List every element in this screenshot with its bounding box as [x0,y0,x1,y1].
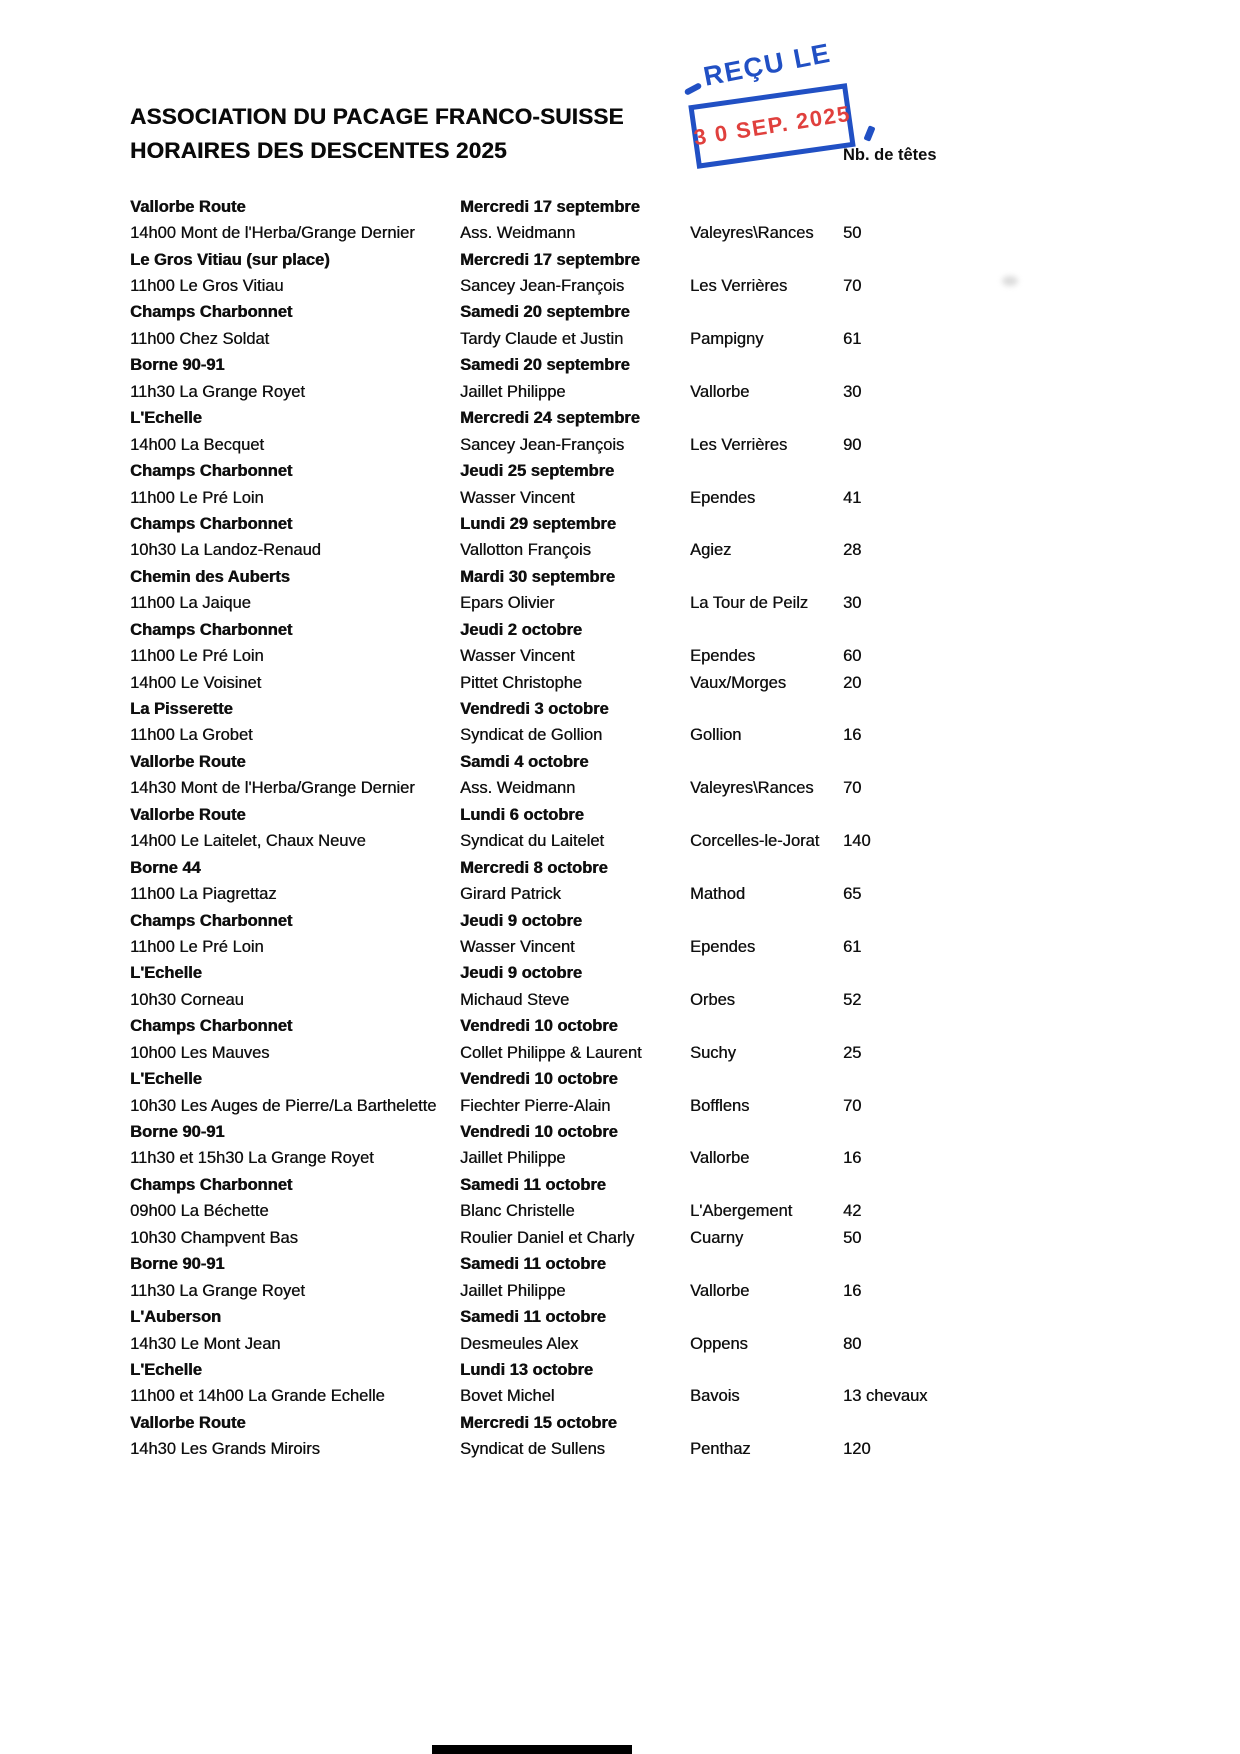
row-date: Jeudi 2 octobre [460,620,582,639]
stamp-date: 3 0 SEP. 2025 [691,100,853,151]
schedule-entry [130,220,1120,246]
row-heads: 16 [843,1149,862,1168]
schedule-group-header [130,1252,1120,1278]
schedule-group-header [130,247,1120,273]
schedule-entry [130,1040,1120,1066]
row-contact: Fiechter Pierre-Alain [460,1096,611,1115]
schedule-entry [130,485,1120,511]
row-destination: Les Verrières [690,277,788,296]
schedule-entry [130,934,1120,960]
schedule-entry [130,1384,1120,1410]
row-location: Champs Charbonnet [130,911,293,930]
schedule-entry [130,1278,1120,1304]
row-heads: 16 [843,1281,862,1300]
row-location: Champs Charbonnet [130,462,293,481]
row-contact: Vallotton François [460,541,591,560]
row-date: Vendredi 10 octobre [460,1123,618,1142]
row-destination: Bofflens [690,1096,750,1115]
stamp-ink-mark-left [684,82,703,96]
row-location: Vallorbe Route [130,197,246,216]
row-location: L'Echelle [130,1070,202,1089]
row-location: L'Echelle [130,964,202,983]
row-destination: Agiez [690,541,732,560]
row-time-place: 11h00 Le Pré Loin [130,647,264,666]
row-heads: 60 [843,647,862,666]
row-destination: Orbes [690,990,735,1009]
row-heads: 140 [843,832,871,851]
row-heads: 52 [843,990,862,1009]
row-date: Vendredi 10 octobre [460,1070,618,1089]
schedule-entry [130,670,1120,696]
row-destination: Vallorbe [690,1149,750,1168]
row-contact: Epars Olivier [460,594,555,613]
stamp-ink-mark-right [863,125,875,142]
schedule-entry [130,1331,1120,1357]
schedule-group-header [130,511,1120,537]
row-location: L'Auberson [130,1308,222,1327]
row-contact: Jaillet Philippe [460,1281,566,1300]
row-time-place: 11h00 Le Pré Loin [130,488,264,507]
row-date: Mardi 30 septembre [460,567,615,586]
stamp-box [688,83,855,169]
row-time-place: 11h00 Le Gros Vitiau [130,277,284,296]
row-destination: Gollion [690,726,742,745]
schedule-entry [130,643,1120,669]
row-location: Vallorbe Route [130,805,246,824]
heads-column-label: Nb. de têtes [843,146,937,164]
schedule-entry [130,432,1120,458]
row-destination: Vallorbe [690,1281,750,1300]
schedule-entry [130,591,1120,617]
schedule-entry [130,273,1120,299]
schedule-group-header [130,1172,1120,1198]
schedule-group-header [130,696,1120,722]
row-date: Lundi 13 octobre [460,1360,593,1379]
schedule-group-header [130,1357,1120,1383]
row-heads: 50 [843,1228,862,1247]
schedule-group-header [130,194,1120,220]
schedule-entry [130,723,1120,749]
schedule-entry [130,987,1120,1013]
row-contact: Syndicat de Gollion [460,726,603,745]
row-date: Jeudi 25 septembre [460,462,615,481]
schedule-entry [130,1225,1120,1251]
row-heads: 61 [843,329,862,348]
row-contact: Pittet Christophe [460,673,582,692]
schedule-entry [130,881,1120,907]
row-contact: Desmeules Alex [460,1334,579,1353]
row-contact: Roulier Daniel et Charly [460,1228,635,1247]
row-location: Borne 44 [130,858,201,877]
row-heads: 70 [843,1096,862,1115]
schedule-group-header [130,1066,1120,1092]
row-destination: L'Abergement [690,1202,793,1221]
row-heads: 30 [843,382,862,401]
row-destination: Ependes [690,488,756,507]
row-heads: 50 [843,224,862,243]
row-contact: Tardy Claude et Justin [460,329,624,348]
schedule-entry [130,1199,1120,1225]
row-heads: 61 [843,937,862,956]
page-title-line2: HORAIRES DES DESCENTES 2025 [130,138,507,163]
row-time-place: 14h00 La Becquet [130,435,264,454]
row-time-place: 14h30 Mont de l'Herba/Grange Dernier [130,779,415,798]
row-heads: 65 [843,885,862,904]
row-heads: 90 [843,435,862,454]
row-date: Samedi 20 septembre [460,303,630,322]
row-heads: 13 chevaux [843,1387,928,1406]
row-contact: Collet Philippe & Laurent [460,1043,642,1062]
row-destination: Cuarny [690,1228,744,1247]
row-destination: La Tour de Peilz [690,594,809,613]
row-contact: Syndicat de Sullens [460,1440,605,1459]
row-date: Mercredi 17 septembre [460,250,640,269]
row-destination: Valeyres\Rances [690,224,814,243]
schedule-group-header [130,1410,1120,1436]
schedule-group-header [130,802,1120,828]
row-date: Vendredi 10 octobre [460,1017,618,1036]
row-location: Champs Charbonnet [130,303,293,322]
row-contact: Wasser Vincent [460,488,575,507]
schedule-entry [130,829,1120,855]
schedule-group-header [130,353,1120,379]
row-destination: Bavois [690,1387,740,1406]
row-date: Samedi 11 octobre [460,1308,606,1327]
row-time-place: 11h30 et 15h30 La Grange Royet [130,1149,374,1168]
row-time-place: 10h30 La Landoz-Renaud [130,541,321,560]
row-destination: Penthaz [690,1440,751,1459]
row-date: Lundi 29 septembre [460,514,616,533]
schedule-group-header [130,1119,1120,1145]
row-time-place: 14h00 Mont de l'Herba/Grange Dernier [130,224,415,243]
schedule-group-header [130,961,1120,987]
row-heads: 41 [843,488,862,507]
row-contact: Blanc Christelle [460,1202,575,1221]
row-destination: Pampigny [690,329,764,348]
row-contact: Michaud Steve [460,990,570,1009]
row-location: Borne 90-91 [130,1123,225,1142]
row-date: Jeudi 9 octobre [460,964,582,983]
row-time-place: 10h30 Corneau [130,990,244,1009]
row-destination: Vaux/Morges [690,673,786,692]
row-time-place: 14h30 Les Grands Miroirs [130,1440,320,1459]
schedule-group-header [130,749,1120,775]
page-title [130,100,624,168]
row-heads: 42 [843,1202,862,1221]
row-time-place: 10h30 Champvent Bas [130,1228,298,1247]
row-date: Samedi 20 septembre [460,356,630,375]
row-destination: Valeyres\Rances [690,779,814,798]
row-location: Vallorbe Route [130,1413,246,1432]
row-time-place: 11h00 Le Pré Loin [130,937,264,956]
row-location: Champs Charbonnet [130,514,293,533]
row-contact: Girard Patrick [460,885,561,904]
scan-smudge-artifact [1002,276,1018,286]
row-date: Samedi 11 octobre [460,1175,606,1194]
row-location: Borne 90-91 [130,356,225,375]
row-contact: Jaillet Philippe [460,1149,566,1168]
row-time-place: 10h30 Les Auges de Pierre/La Barthelette [130,1096,437,1115]
row-contact: Ass. Weidmann [460,779,576,798]
row-location: Le Gros Vitiau (sur place) [130,250,330,269]
row-destination: Vallorbe [690,382,750,401]
row-contact: Wasser Vincent [460,647,575,666]
row-time-place: 11h00 Chez Soldat [130,329,270,348]
schedule-group-header [130,855,1120,881]
row-contact: Syndicat du Laitelet [460,832,605,851]
row-date: Jeudi 9 octobre [460,911,582,930]
row-time-place: 14h00 Le Voisinet [130,673,262,692]
row-location: Champs Charbonnet [130,1175,293,1194]
row-heads: 30 [843,594,862,613]
row-heads: 70 [843,779,862,798]
row-date: Mercredi 24 septembre [460,409,640,428]
row-date: Samedi 11 octobre [460,1255,606,1274]
schedule-group-header [130,458,1120,484]
row-contact: Bovet Michel [460,1387,555,1406]
row-location: Vallorbe Route [130,752,246,771]
row-time-place: 10h00 Les Mauves [130,1043,270,1062]
row-heads: 120 [843,1440,871,1459]
row-time-place: 11h00 La Piagrettaz [130,885,277,904]
row-heads: 20 [843,673,862,692]
schedule-entry [130,379,1120,405]
schedule-group-header [130,1014,1120,1040]
row-location: Champs Charbonnet [130,620,293,639]
row-destination: Ependes [690,937,756,956]
schedule-entry [130,1437,1120,1463]
row-time-place: 11h30 La Grange Royet [130,382,305,401]
row-destination: Oppens [690,1334,748,1353]
schedule-group-header [130,617,1120,643]
row-destination: Corcelles-le-Jorat [690,832,820,851]
schedule-entry [130,1093,1120,1119]
row-heads: 16 [843,726,862,745]
row-location: Borne 90-91 [130,1255,225,1274]
row-destination: Ependes [690,647,756,666]
row-location: La Pisserette [130,700,233,719]
schedule-entry [130,538,1120,564]
schedule-group-header [130,564,1120,590]
row-destination: Les Verrières [690,435,788,454]
row-date: Mercredi 17 septembre [460,197,640,216]
schedule-entry [130,326,1120,352]
row-contact: Sancey Jean-François [460,277,625,296]
row-contact: Wasser Vincent [460,937,575,956]
page-title-line1: ASSOCIATION DU PACAGE FRANCO-SUISSE [130,104,624,129]
stamp-recu-le-text: REÇU LE [701,37,834,92]
schedule-entry [130,1146,1120,1172]
row-time-place: 09h00 La Béchette [130,1202,269,1221]
row-location: Chemin des Auberts [130,567,290,586]
row-location: L'Echelle [130,409,202,428]
row-date: Samdi 4 octobre [460,752,589,771]
scan-edge-artifact [432,1745,632,1754]
row-time-place: 14h00 Le Laitelet, Chaux Neuve [130,832,366,851]
row-contact: Ass. Weidmann [460,224,576,243]
schedule-group-header [130,1304,1120,1330]
row-destination: Suchy [690,1043,736,1062]
row-time-place: 14h30 Le Mont Jean [130,1334,281,1353]
row-date: Mercredi 8 octobre [460,858,608,877]
row-heads: 28 [843,541,862,560]
row-date: Mercredi 15 octobre [460,1413,617,1432]
row-time-place: 11h00 La Grobet [130,726,253,745]
row-heads: 25 [843,1043,862,1062]
row-contact: Sancey Jean-François [460,435,625,454]
schedule-group-header [130,908,1120,934]
schedule-group-header [130,300,1120,326]
row-time-place: 11h00 La Jaique [130,594,251,613]
row-date: Vendredi 3 octobre [460,700,609,719]
schedule-entry [130,776,1120,802]
row-destination: Mathod [690,885,746,904]
row-date: Lundi 6 octobre [460,805,584,824]
row-heads: 70 [843,277,862,296]
row-heads: 80 [843,1334,862,1353]
schedule-group-header [130,406,1120,432]
row-time-place: 11h30 La Grange Royet [130,1281,305,1300]
schedule-table [130,194,1120,1463]
row-contact: Jaillet Philippe [460,382,566,401]
row-location: Champs Charbonnet [130,1017,293,1036]
row-location: L'Echelle [130,1360,202,1379]
row-time-place: 11h00 et 14h00 La Grande Echelle [130,1387,385,1406]
